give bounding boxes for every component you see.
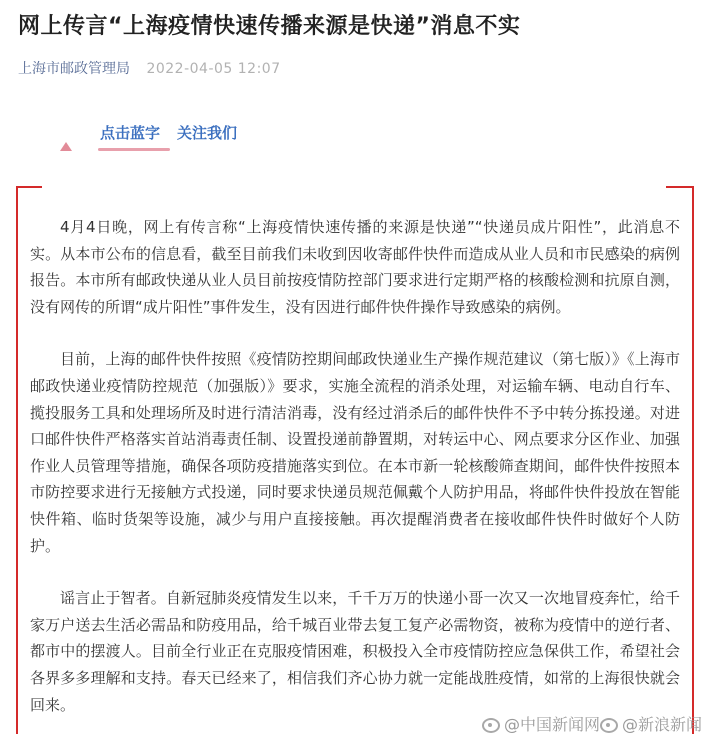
paragraph-3: 谣言止于智者。自新冠肺炎疫情发生以来，千千万万的快递小哥一次又一次地冒疫奔忙，给千家万户送去生活必需品和防疫用品，给千城百业带去复工复产必需物资，被称为疫情中的逆行者、都市中的摆渡人。目前全行业正在克服疫情困难，积极投入全市疫情防控应急保供工作，希望社会各界多多理解和支持。春天已经来了，相信我们齐心协力就一定能战胜疫情，如常的上海很快就会回来。 xyxy=(30,589,680,714)
frame-corner-left xyxy=(16,186,42,188)
watermark-chinanews-text: @中国新闻网 xyxy=(504,715,601,734)
article-meta xyxy=(18,59,281,79)
highlight-underline xyxy=(98,148,170,151)
article-body xyxy=(30,214,680,718)
watermark-sina-text: @新浪新闻 xyxy=(622,715,703,734)
publish-date: 2022-04-05 12:07 xyxy=(146,61,281,77)
weibo-icon xyxy=(482,718,500,733)
follow-us-link[interactable]: 关注我们 xyxy=(177,124,238,142)
paragraph-2: 目前，上海的邮件快件按照《疫情防控期间邮政快递业生产操作规范建议（第七版）》《上海市邮政快递业疫情防控规范（加强版）》要求，实施全流程的消杀处理，对运输车辆、电动自行车、揽投服务工具和处理场所及时进行清洁消毒，没有经过消杀后的邮件快件不予中转分拣投递。对进口邮件快件严格落实首站消毒责任制、设置投递前静置期，对转运中心、网点要求分区作业、加强作业人员管理等措施，确保各项防疫措施落实到位。在本市新一轮核酸筛查期间，邮件快件按照本市防控要求进行无接触方式投递，同时要求快递员规范佩戴个人防护用品，将邮件快件投放在智能快件箱、临时货架等设施，减少与用户直接接触。再次提醒消费者在接收邮件快件时做好个人防护。 xyxy=(30,350,680,555)
watermark-chinanews xyxy=(482,714,600,736)
weibo-icon xyxy=(600,718,618,733)
triangle-arrow-icon xyxy=(60,142,72,151)
article-title: 网上传言“上海疫情快速传播来源是快递”消息不实 xyxy=(18,14,521,39)
author-link[interactable]: 上海市邮政管理局 xyxy=(18,61,130,77)
paragraph-1: 4月4日晚，网上有传言称“上海疫情快速传播的来源是快递”“快递员成片阳性”，此消息不实。从本市公布的信息看，截至目前我们未收到因收寄邮件快件而造成从业人员和市民感染的病例报告。本市所有邮政快递从业人员目前按疫情防控部门要求进行定期严格的核酸检测和抗原自测，没有网传的所谓“成片阳性”事件发生，没有因进行邮件快件操作导致感染的病例。 xyxy=(30,218,680,316)
watermark-sina xyxy=(600,714,702,736)
follow-banner[interactable] xyxy=(60,120,320,160)
click-blue-text[interactable]: 点击蓝字 xyxy=(100,124,161,142)
frame-corner-right xyxy=(666,186,692,188)
